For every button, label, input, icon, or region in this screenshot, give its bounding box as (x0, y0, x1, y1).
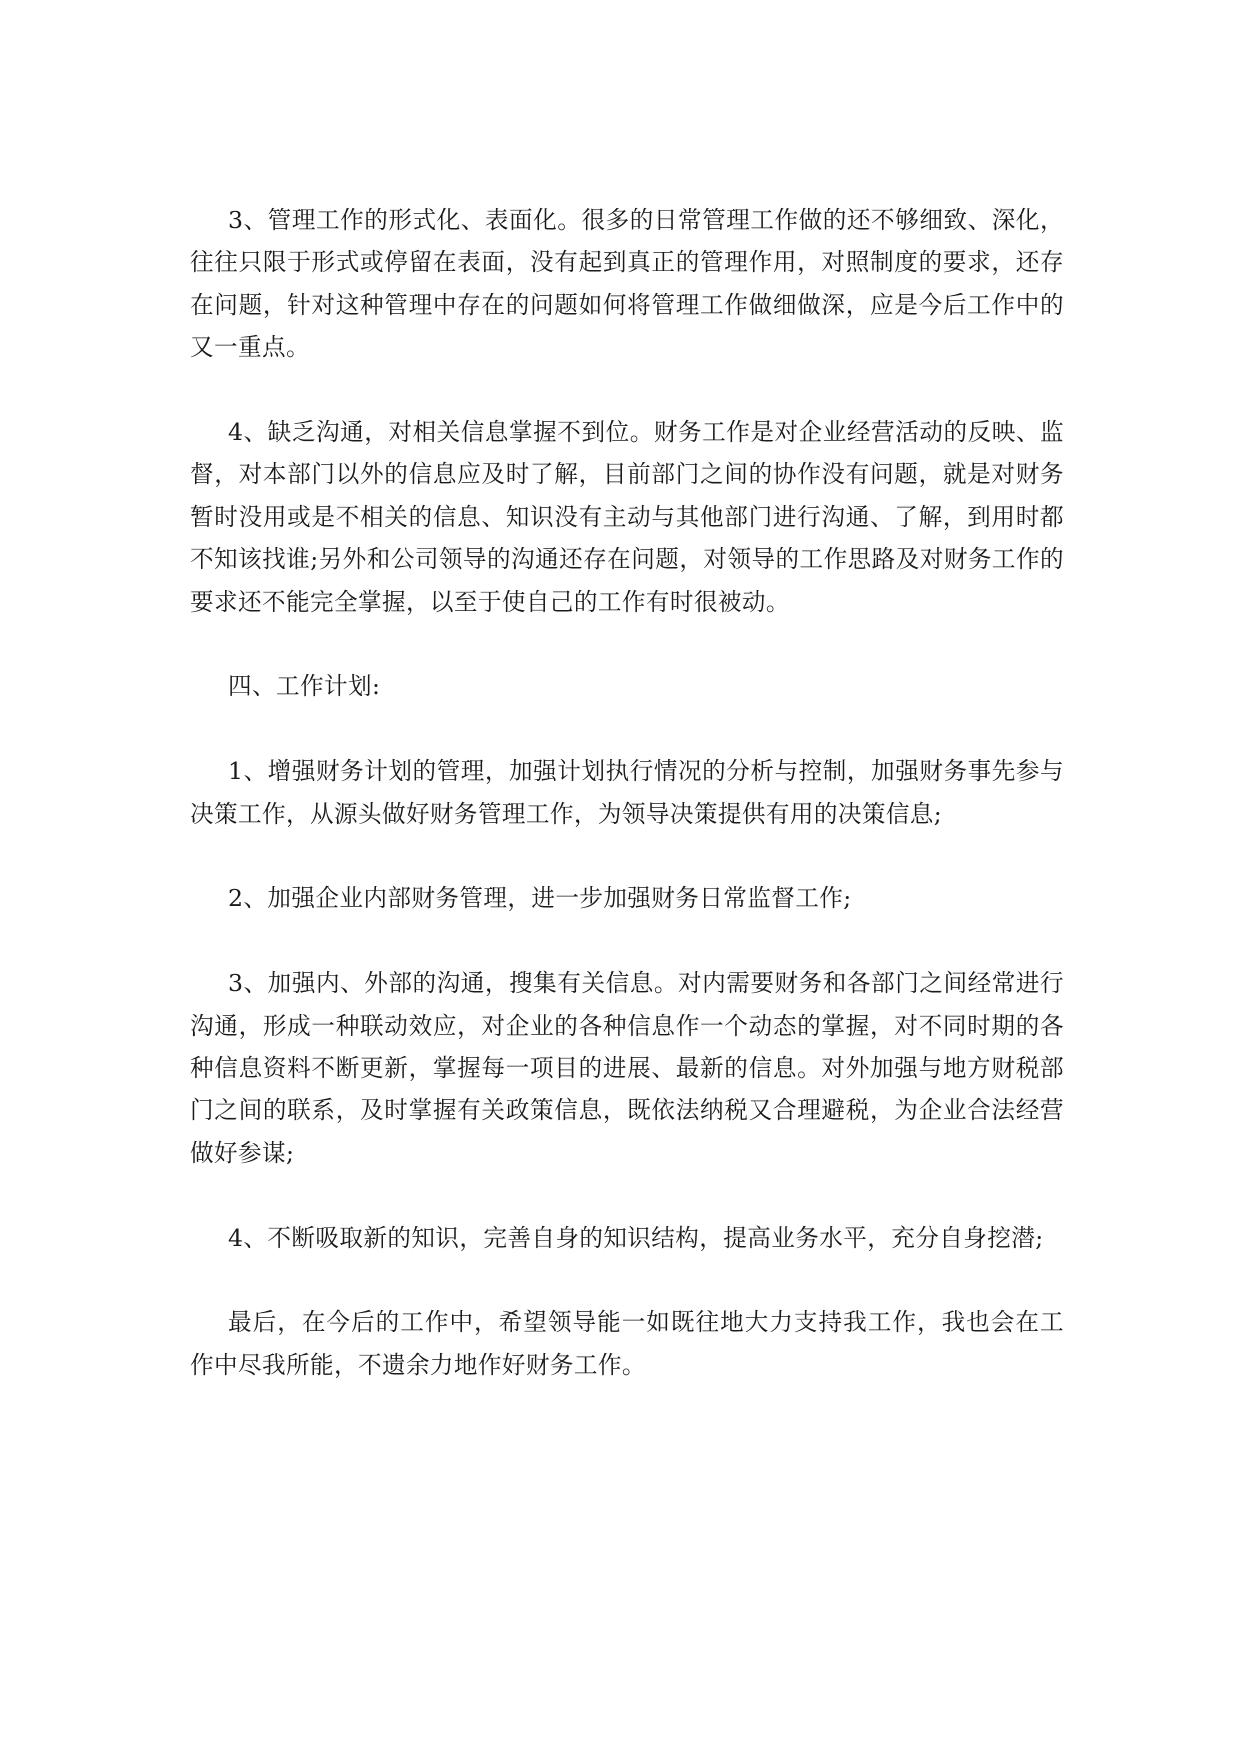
paragraph-gap (190, 623, 1064, 665)
plan-item-2: 2、加强企业内部财务管理，进一步加强财务日常监督工作; (228, 884, 852, 913)
paragraph-management-formalism: 3、管理工作的形式化、表面化。很多的日常管理工作做的还不够细致、深化，往往只限于形式或停留在表面，没有起到真正的管理作用，对照制度的要求，还存在问题，针对这种管理中存在的问题如何将管理工作做细做深，应是今后工作中的又一重点。 (190, 206, 1064, 362)
plan-item-4: 4、不断吸取新的知识，完善自身的知识结构，提高业务水平，充分自身挖潜; (228, 1223, 1044, 1252)
plan-item-3: 3、加强内、外部的沟通，搜集有关信息。对内需要财务和各部门之间经常进行沟通，形成一种联动效应，对企业的各种信息作一个动态的掌握，对不同时期的各种信息资料不断更新，掌握每一项目的进展、最新的信息。对外加强与地方财税部门之间的联系，及时掌握有关政策信息，既依法纳税又合理避税，为企业合法经营做好参谋; (190, 969, 1064, 1167)
section-heading-work-plan: 四、工作计划: (228, 672, 381, 701)
closing-paragraph: 最后，在今后的工作中，希望领导能一如既往地大力支持我工作，我也会在工作中尽我所能，不遗余力地作好财务工作。 (190, 1308, 1064, 1379)
paragraph-gap (190, 708, 1064, 750)
paragraph-lack-of-communication: 4、缺乏沟通，对相关信息掌握不到位。财务工作是对企业经营活动的反映、监督，对本部门以外的信息应及时了解，目前部门之间的协作没有问题，就是对财务暂时没用或是不相关的信息、知识没有主动与其他部门进行沟通、了解，到用时都不知该找谁;另外和公司领导的沟通还存在问题，对领导的工作思路及对财务工作的要求还不能完全掌握，以至于使自己的工作有时很被动。 (190, 418, 1064, 616)
paragraph-gap (190, 920, 1064, 962)
paragraph-gap (190, 835, 1064, 877)
paragraph-gap (190, 369, 1064, 411)
document-body (190, 199, 1064, 1386)
paragraph-gap (190, 1174, 1064, 1216)
paragraph-gap (190, 1259, 1064, 1301)
plan-item-1: 1、增强财务计划的管理，加强计划执行情况的分析与控制，加强财务事先参与决策工作，从源头做好财务管理工作，为领导决策提供有用的决策信息; (190, 757, 1064, 828)
